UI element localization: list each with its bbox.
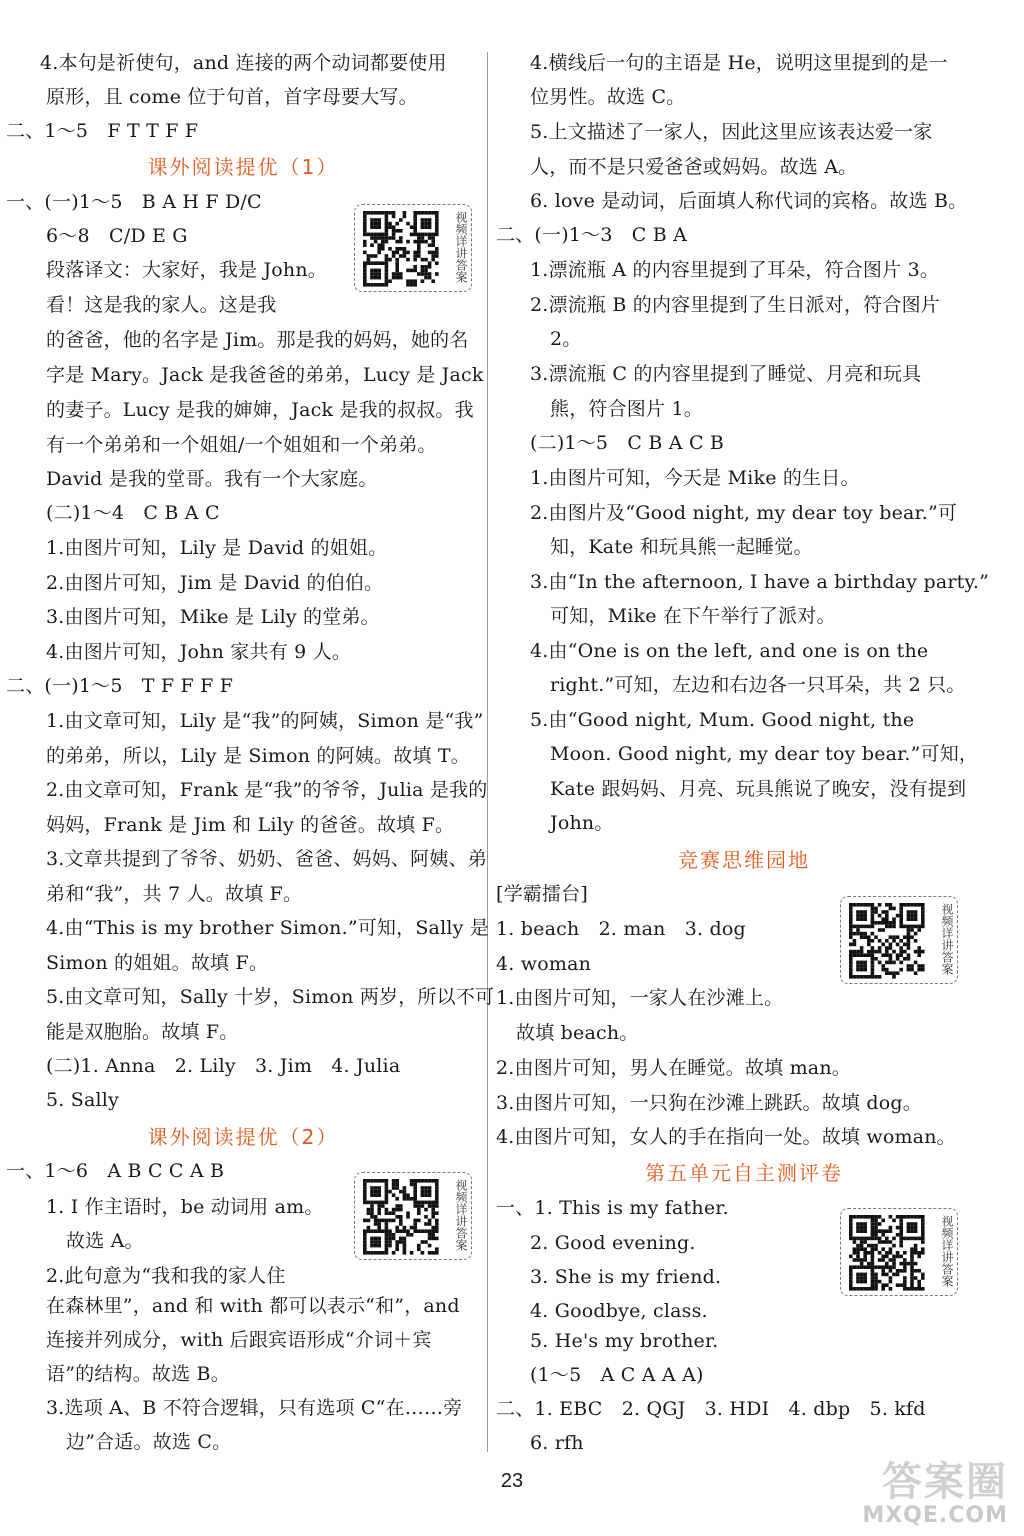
text-line: 4.由“One is on the left, and one is on the (530, 640, 929, 662)
qr-code-icon (361, 210, 445, 288)
text-line: 2.由图片可知，Jim 是 David 的伯伯。 (46, 572, 384, 594)
watermark-logo (844, 1450, 1014, 1530)
text-line: 看！这是我的家人。这是我 (46, 294, 277, 316)
text-line: 3.漂流瓶 C 的内容里提到了睡觉、月亮和玩具 (530, 363, 922, 385)
answer-line: 2. Good evening. (530, 1232, 696, 1254)
answer-line: (二)1. Anna 2. Lily 3. Jim 4. Julia (46, 1055, 401, 1077)
text-line: 1. I 作主语时，be 动词用 am。 (46, 1196, 324, 1218)
answer-line: 二、1～5 F T T F F (6, 120, 199, 142)
watermark-top: 答案圈 (882, 1459, 1008, 1505)
text-line: 段落译文：大家好，我是 John。 (46, 259, 327, 281)
text-line: 3.由图片可知，Mike 是 Lily 的堂弟。 (46, 606, 380, 628)
text-line: 故选 A。 (66, 1230, 144, 1252)
text-line: 故填 beach。 (516, 1022, 639, 1044)
watermark-bottom: MXQE.COM (862, 1503, 1008, 1528)
text-line: 5.由“Good night, Mum. Good night, the (530, 709, 915, 731)
qr-caption: 视频详讲答案 (940, 1215, 954, 1287)
answer-line: 一、(一)1～5 B A H F D/C (6, 191, 262, 213)
text-line: 5.上文描述了一家人，因此这里应该表达爱一家 (530, 121, 933, 143)
answer-line: (二)1～4 C B A C (46, 502, 220, 524)
text-line: 有一个弟弟和一个姐姐/一个姐姐和一个弟弟。 (46, 434, 437, 456)
answer-line: (1～5 A C A A A) (530, 1364, 704, 1386)
text-line: 字是 Mary。Jack 是我爸爸的弟弟，Lucy 是 Jack (46, 364, 484, 386)
text-line: 4.横线后一句的主语是 He，说明这里提到的是一 (530, 52, 948, 74)
text-line: 的弟弟，所以，Lily 是 Simon 的阿姨。故填 T。 (46, 745, 470, 767)
qr-code[interactable] (840, 896, 958, 984)
text-line: 在森林里”，and 和 with 都可以表示“和”，and (46, 1295, 460, 1317)
text-line: 能是双胞胎。故填 F。 (46, 1021, 239, 1043)
text-line: 4.由图片可知，女人的手在指向一处。故填 woman。 (496, 1126, 956, 1148)
qr-code-icon (847, 1214, 931, 1292)
text-line: 的妻子。Lucy 是我的婶婶，Jack 是我的叔叔。我 (46, 399, 474, 421)
answer-line: 1. beach 2. man 3. dog (496, 918, 746, 940)
answer-line: 3. She is my friend. (530, 1266, 722, 1288)
answer-line: 一、1～6 A B C C A B (6, 1160, 225, 1182)
text-line: 2。 (550, 328, 582, 350)
answer-line: 6～8 C/D E G (46, 225, 188, 247)
text-line: 2.漂流瓶 B 的内容里提到了生日派对，符合图片 (530, 294, 940, 316)
answer-line: 5. Sally (46, 1089, 119, 1111)
qr-code-icon (847, 902, 931, 980)
text-line: 边”合适。故选 C。 (66, 1431, 232, 1453)
text-line: Simon 的姐姐。故填 F。 (46, 952, 269, 974)
text-line: right.”可知，左边和右边各一只耳朵，共 2 只。 (550, 674, 966, 696)
section-heading: 第五单元自主测评卷 (645, 1161, 843, 1185)
answer-line: 二、(一)1～5 T F F F F (6, 675, 234, 697)
text-line: David 是我的堂哥。我有一个大家庭。 (46, 468, 378, 490)
answer-line: 二、(一)1～3 C B A (496, 224, 688, 246)
text-line: 妈妈，Frank 是 Jim 和 Lily 的爸爸。故填 F。 (46, 814, 455, 836)
text-line: 语”的结构。故选 B。 (46, 1363, 230, 1385)
qr-code[interactable] (354, 204, 472, 292)
text-line: 知，Kate 和玩具熊一起睡觉。 (550, 536, 813, 558)
answer-line: 4. Goodbye, class. (530, 1300, 708, 1322)
text-line: 2.由图片及“Good night, my dear toy bear.”可 (530, 502, 958, 524)
answer-line: (二)1～5 C B A C B (530, 432, 725, 454)
text-line: 2.由图片可知，男人在睡觉。故填 man。 (496, 1057, 851, 1079)
answer-line: 一、1. This is my father. (496, 1197, 729, 1219)
text-line: Kate 跟妈妈、月亮、玩具熊说了晚安，没有提到 (550, 778, 967, 800)
section-heading: 竞赛思维园地 (678, 848, 810, 872)
text-line: 3.文章共提到了爷爷、奶奶、爸爸、妈妈、阿姨、弟 (46, 848, 487, 870)
text-line: 人，而不是只爱爸爸或妈妈。故选 A。 (530, 156, 858, 178)
section-heading: 课外阅读提优（1） (147, 155, 339, 179)
text-line: 的爸爸，他的名字是 Jim。那是我的妈妈，她的名 (46, 329, 469, 351)
qr-code[interactable] (354, 1172, 472, 1260)
text-line: 1.由文章可知，Lily 是“我”的阿姨，Simon 是“我” (46, 710, 484, 732)
text-line: 连接并列成分，with 后跟宾语形成“介词＋宾 (46, 1329, 432, 1351)
text-line: 3.由“In the afternoon, I have a birthday party.” (530, 571, 990, 593)
qr-code-icon (361, 1178, 445, 1256)
text-line: 4.由图片可知，John 家共有 9 人。 (46, 641, 352, 663)
answer-line: 4. woman (496, 953, 592, 975)
answer-line: 二、1. EBC 2. QGJ 3. HDI 4. dbp 5. kfd (496, 1398, 926, 1420)
text-line: 弟和“我”，共 7 人。故填 F。 (46, 883, 303, 905)
text-line: 6. love 是动词，后面填人称代词的宾格。故选 B。 (530, 190, 968, 212)
column-divider (487, 52, 488, 1452)
text-line: 3.选项 A、B 不符合逻辑，只有选项 C“在……旁 (46, 1397, 463, 1419)
qr-caption: 视频详讲答案 (454, 211, 468, 283)
answer-line: 6. rfh (530, 1432, 584, 1454)
text-line: 3.由图片可知，一只狗在沙滩上跳跃。故填 dog。 (496, 1092, 922, 1114)
text-line: 4.本句是祈使句，and 连接的两个动词都要使用 (40, 52, 447, 74)
text-line: 位男性。故选 C。 (530, 86, 686, 108)
qr-caption: 视频详讲答案 (940, 903, 954, 975)
text-line: 2.由文章可知，Frank 是“我”的爷爷，Julia 是我的 (46, 779, 488, 801)
text-line: 5.由文章可知，Sally 十岁，Simon 两岁，所以不可 (46, 986, 495, 1008)
text-line: 熊，符合图片 1。 (550, 398, 703, 420)
text-line: 可知，Mike 在下午举行了派对。 (550, 605, 836, 627)
text-line: 1.由图片可知，一家人在沙滩上。 (496, 987, 784, 1009)
text-line: 4.由“This is my brother Simon.”可知，Sally 是 (46, 917, 490, 939)
text-line: 2.此句意为“我和我的家人住 (46, 1265, 286, 1287)
section-heading: 课外阅读提优（2） (147, 1125, 339, 1149)
subsection-label: [学霸擂台] (496, 883, 589, 905)
text-line: 原形，且 come 位于句首，首字母要大写。 (46, 86, 418, 108)
text-line: 1.由图片可知，Lily 是 David 的姐姐。 (46, 537, 388, 559)
qr-caption: 视频详讲答案 (454, 1179, 468, 1251)
page-number: 23 (500, 1470, 524, 1492)
text-line: Moon. Good night, my dear toy bear.”可知， (550, 743, 979, 765)
text-line: 1.漂流瓶 A 的内容里提到了耳朵，符合图片 3。 (530, 259, 940, 281)
qr-code[interactable] (840, 1208, 958, 1296)
text-line: John。 (550, 812, 614, 834)
text-line: 1.由图片可知，今天是 Mike 的生日。 (530, 467, 860, 489)
answer-line: 5. He's my brother. (530, 1330, 719, 1352)
